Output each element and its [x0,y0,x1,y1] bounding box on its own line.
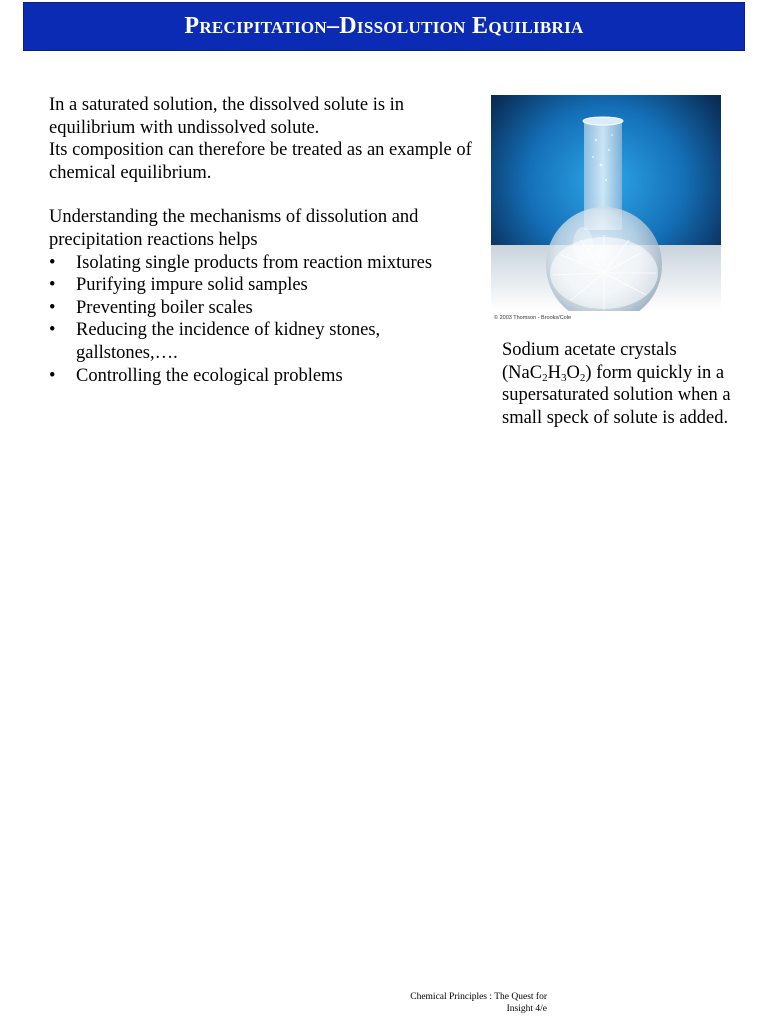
main-text [49,94,474,387]
mechanisms-lead: Understanding the mechanisms of dissolution and precipitation reactions helps [49,207,419,250]
subscript-2b: 2 [579,371,586,384]
bullet-icon: • [49,365,56,386]
figure-caption [502,339,732,429]
list-item [49,274,474,297]
title-bar [23,2,745,51]
caption-text-end: ) form quickly in a supersaturated solution when a small speck of solute is added. [502,362,731,428]
bullet-icon: • [49,297,56,318]
spacer [49,184,474,206]
list-item-text: Isolating single products from reaction mixtures [76,252,433,273]
flask-image [491,95,721,311]
bullet-icon: • [49,320,56,341]
list-item [49,365,474,388]
caption-h: H [547,362,561,383]
caption-text-start: Sodium acetate crystals (NaC [502,340,677,383]
list-item-text: Purifying impure solid samples [76,275,308,296]
list-item [49,252,474,275]
list-item-text: Controlling the ecological problems [76,365,343,386]
page-title: Precipitation–Dissolution Equilibria [184,13,584,39]
flask-photo [491,95,721,311]
list-item [49,297,474,320]
intro-line-1: In a saturated solution, the dissolved solute is in equilibrium with undissolved solute. [49,95,405,138]
bullet-icon: • [49,275,56,296]
subscript-2a: 2 [542,371,548,384]
footer-book-title: Chemical Principles : The Quest for Insight 4/e [410,992,547,1014]
list-item-text: Preventing boiler scales [76,297,253,318]
list-item-text: Reducing the incidence of kidney stones, gallstones,…. [76,320,381,363]
list-item [49,319,474,364]
intro-line-2: Its composition can therefore be treated as an example of chemical equilibrium. [49,140,472,183]
photo-credit: © 2003 Thomson - Brooks/Cole [494,315,572,321]
mechanisms-list [49,252,474,388]
caption-o: O [566,362,580,383]
subscript-3: 3 [560,371,567,384]
bullet-icon: • [49,252,56,273]
